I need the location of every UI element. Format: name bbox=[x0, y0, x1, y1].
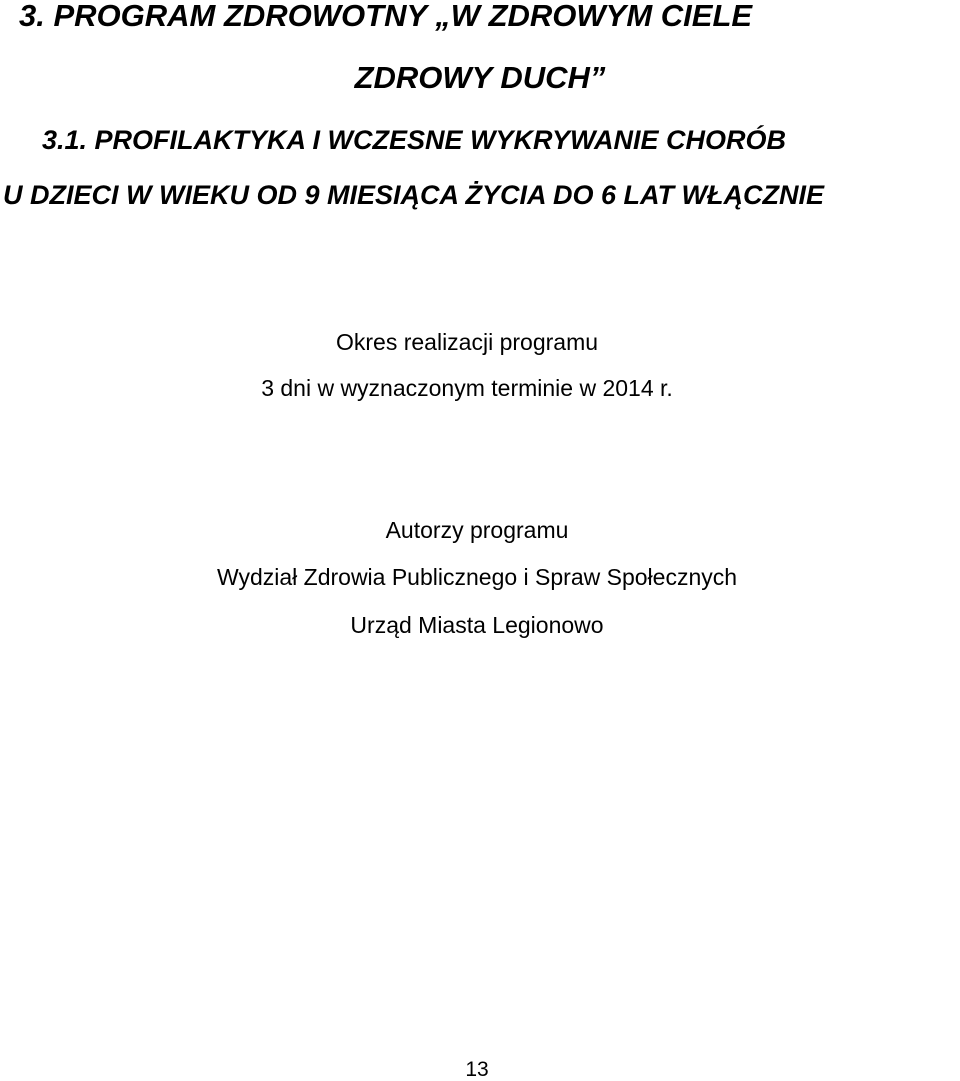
period-label: Okres realizacji programu bbox=[335, 329, 599, 355]
section-title: 3.1. PROFILAKTYKA I WCZESNE WYKRYWANIE CHORÓB bbox=[42, 125, 787, 155]
section-title-continued: U DZIECI W WIEKU OD 9 MIESIĄCA ŻYCIA DO 6 LAT WŁĄCZNIE bbox=[3, 180, 824, 210]
page-number: 13 bbox=[465, 1058, 489, 1081]
authors-department: Wydział Zdrowia Publicznego i Spraw Społecznych bbox=[216, 564, 738, 590]
chapter-title-continued: ZDROWY DUCH” bbox=[354, 60, 606, 95]
authors-office: Urząd Miasta Legionowo bbox=[350, 612, 604, 638]
authors-label: Autorzy programu bbox=[385, 517, 569, 543]
chapter-title: 3. PROGRAM ZDROWOTNY „W ZDROWYM CIELE bbox=[19, 0, 753, 33]
period-value: 3 dni w wyznaczonym terminie w 2014 r. bbox=[261, 375, 673, 401]
